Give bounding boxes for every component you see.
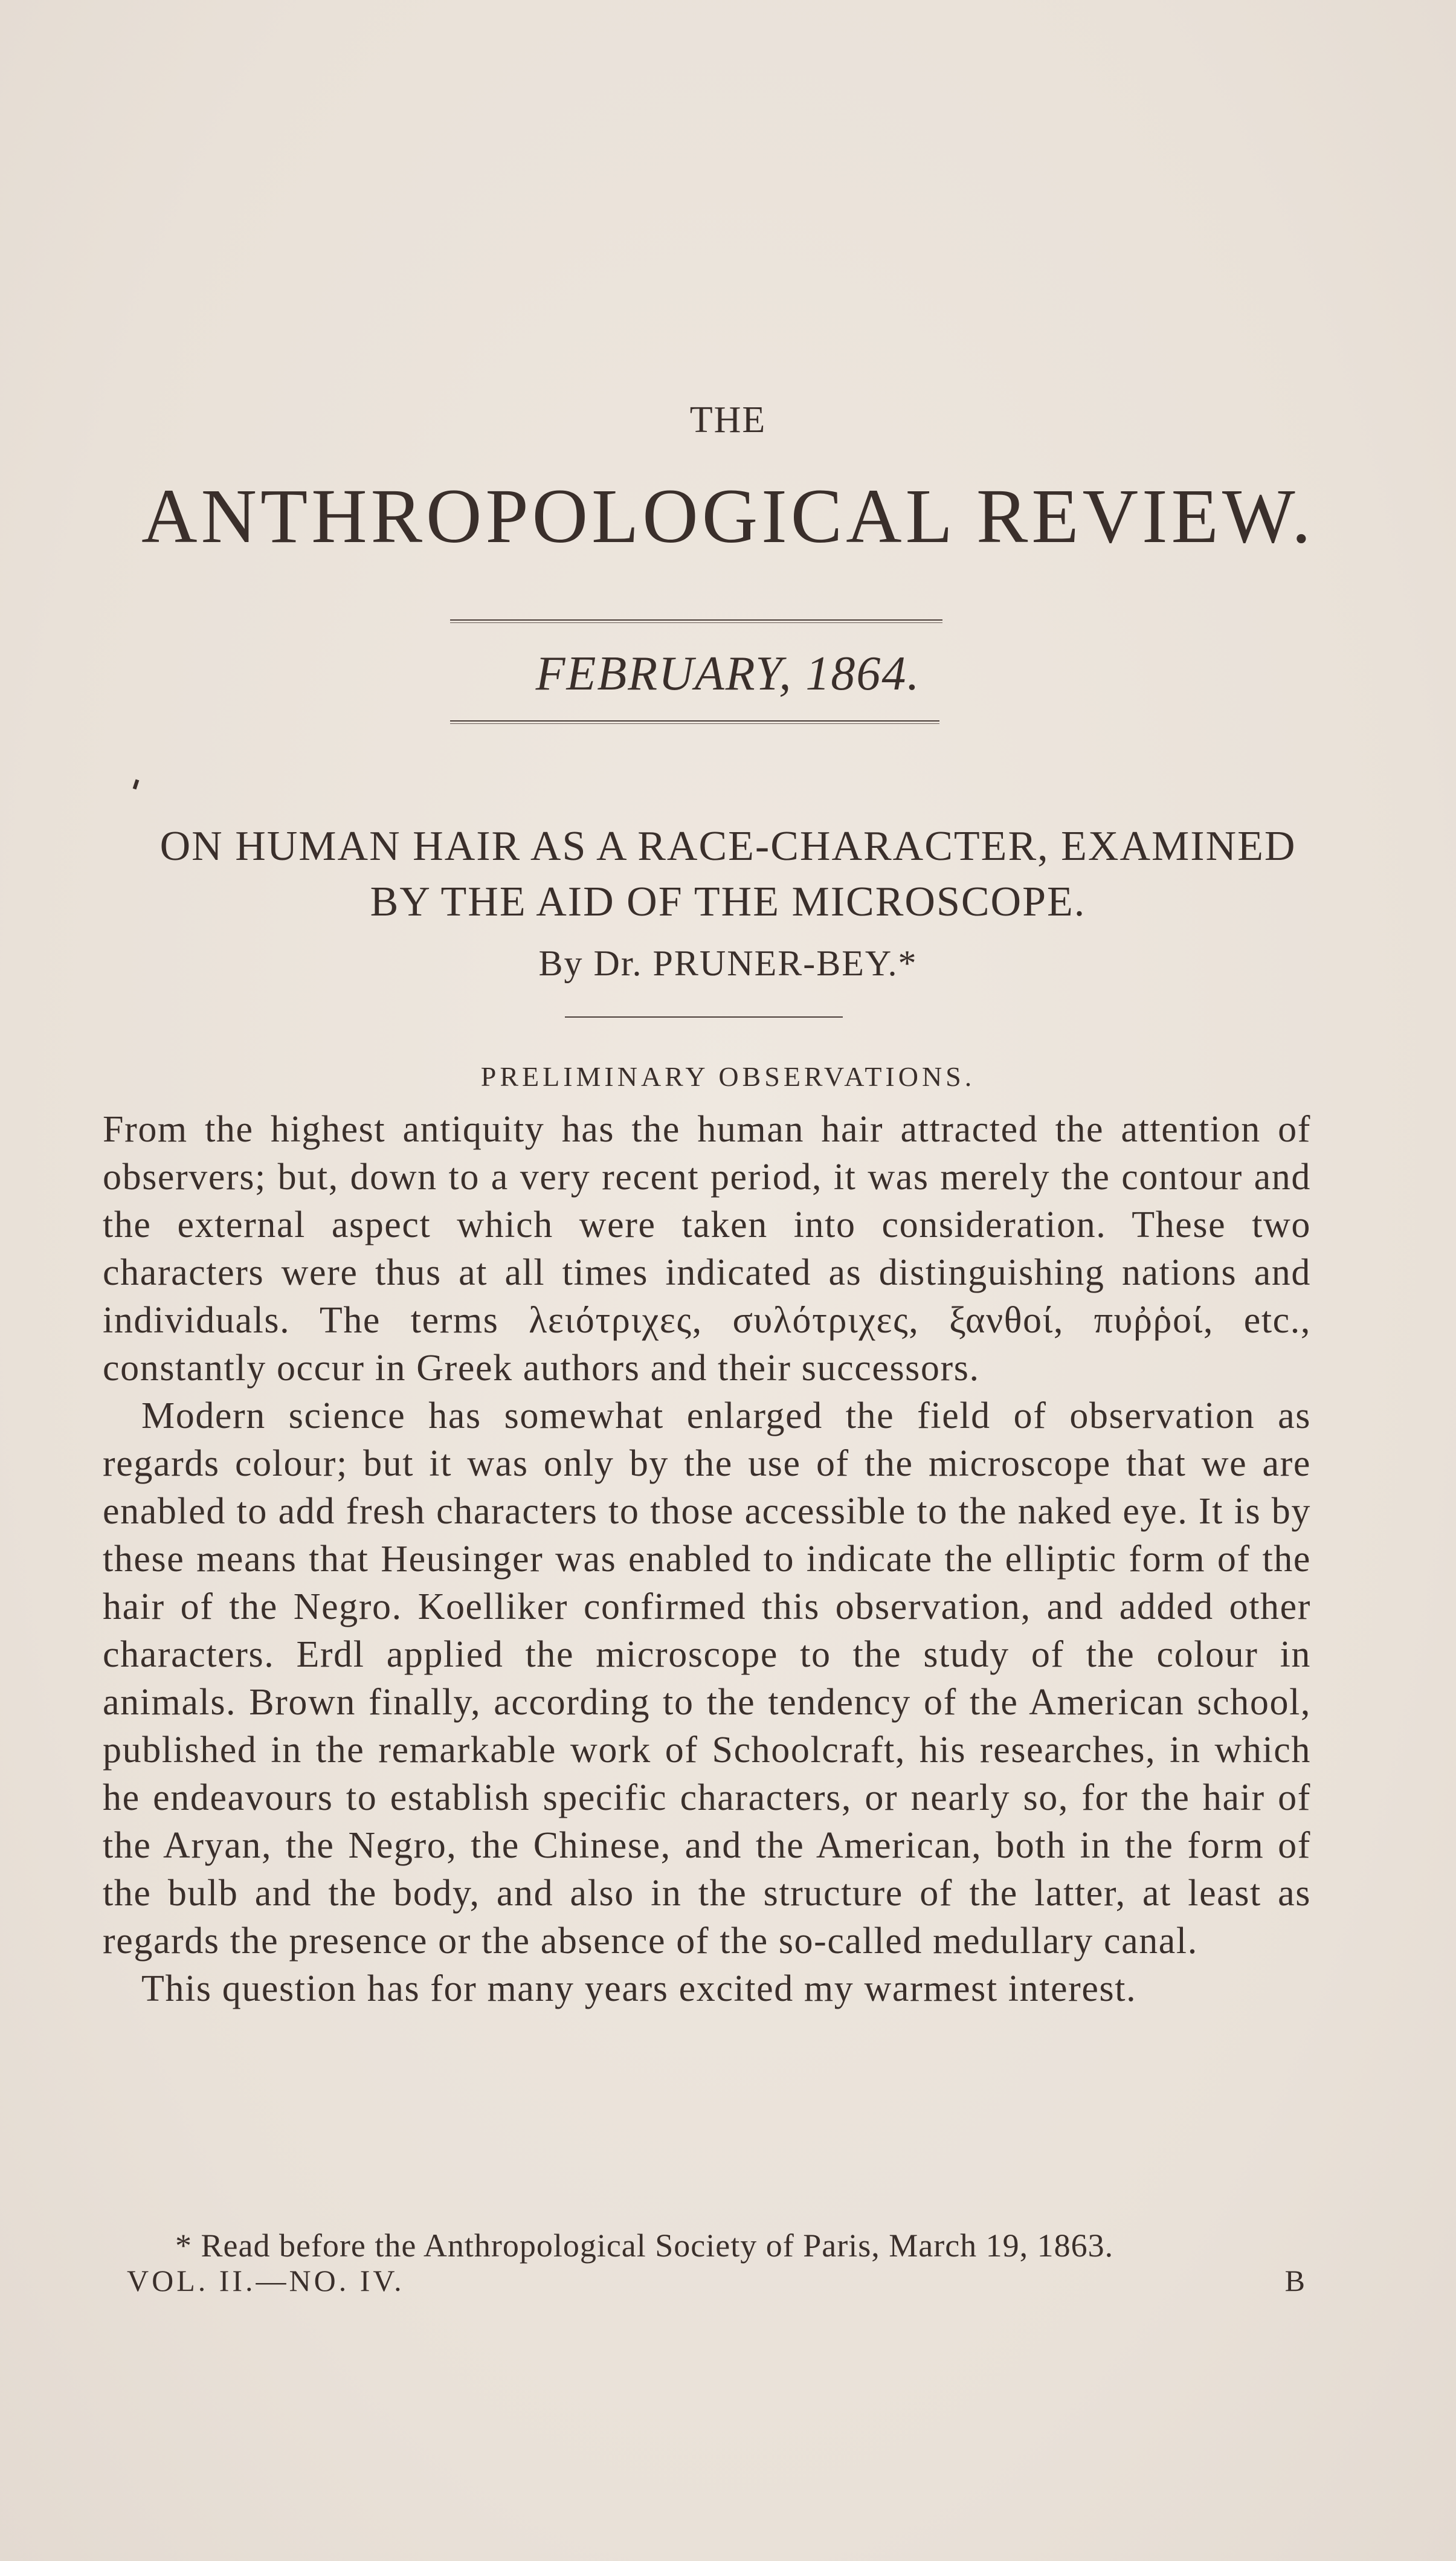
title-rule [450,619,942,621]
the-word: THE [689,399,767,441]
article-body [103,1106,1311,2013]
section-heading: PRELIMINARY OBSERVATIONS. [480,1061,976,1092]
footnote: * Read before the Anthropological Society of Paris, March 19, 1863. [175,2227,1114,2264]
volume-number: VOL. II.—NO. IV. [127,2264,405,2298]
ink-mark [133,779,140,789]
byline: By Dr. PRUNER-BEY.* [538,943,918,983]
byline-rule [565,1016,843,1018]
paragraph: Modern science has somewhat enlarged the field of observation as regards colour; but it was only by the use of the microscope that we are enabled to add fresh characters to those accessible to the naked eye. It is by these means that Heusinger was enabled to indicate the elliptic form of the hair of the Negro. Koelliker confirmed this observation, and added other characters. Erdl applied the microscope to the study of the colour in animals. Brown finally, according to the tendency of the American school, published in the remarkable work of Schoolcraft, his researches, in which he endeavours to establish specific characters, or nearly so, for the hair of the Aryan, the Negro, the Chinese, and the American, both in the form of the bulb and the body, and also in the structure of the latter, at least as regards the presence or the absence of the so-called medullary canal. [103,1395,1311,1962]
issue-date: FEBRUARY, 1864. [535,647,921,700]
signature-mark: B [1284,2264,1305,2298]
article-title-line-2: BY THE AID OF THE MICROSCOPE. [370,879,1086,925]
article-title [0,819,1456,930]
journal-title: ANTHROPOLOGICAL REVIEW. [141,473,1315,559]
paragraph: From the highest antiquity has the human hair attracted the attention of observers; but, down to a very recent period, it was merely the contour and the external aspect which were taken into consideration. These two characters were thus at all times indicated as distinguishing nations and individuals. The terms λειότριχες, συλότριχες, ξανθοί, πυῤῥοί, etc., constantly occur in Greek authors and their successors. [103,1109,1311,1389]
article-title-line-1: ON HUMAN HAIR AS A RACE-CHARACTER, EXAMINED [159,823,1297,870]
date-rule [450,720,939,722]
signature-line [127,2263,1305,2298]
paragraph: This question has for many years excited my warmest interest. [141,1968,1137,2009]
